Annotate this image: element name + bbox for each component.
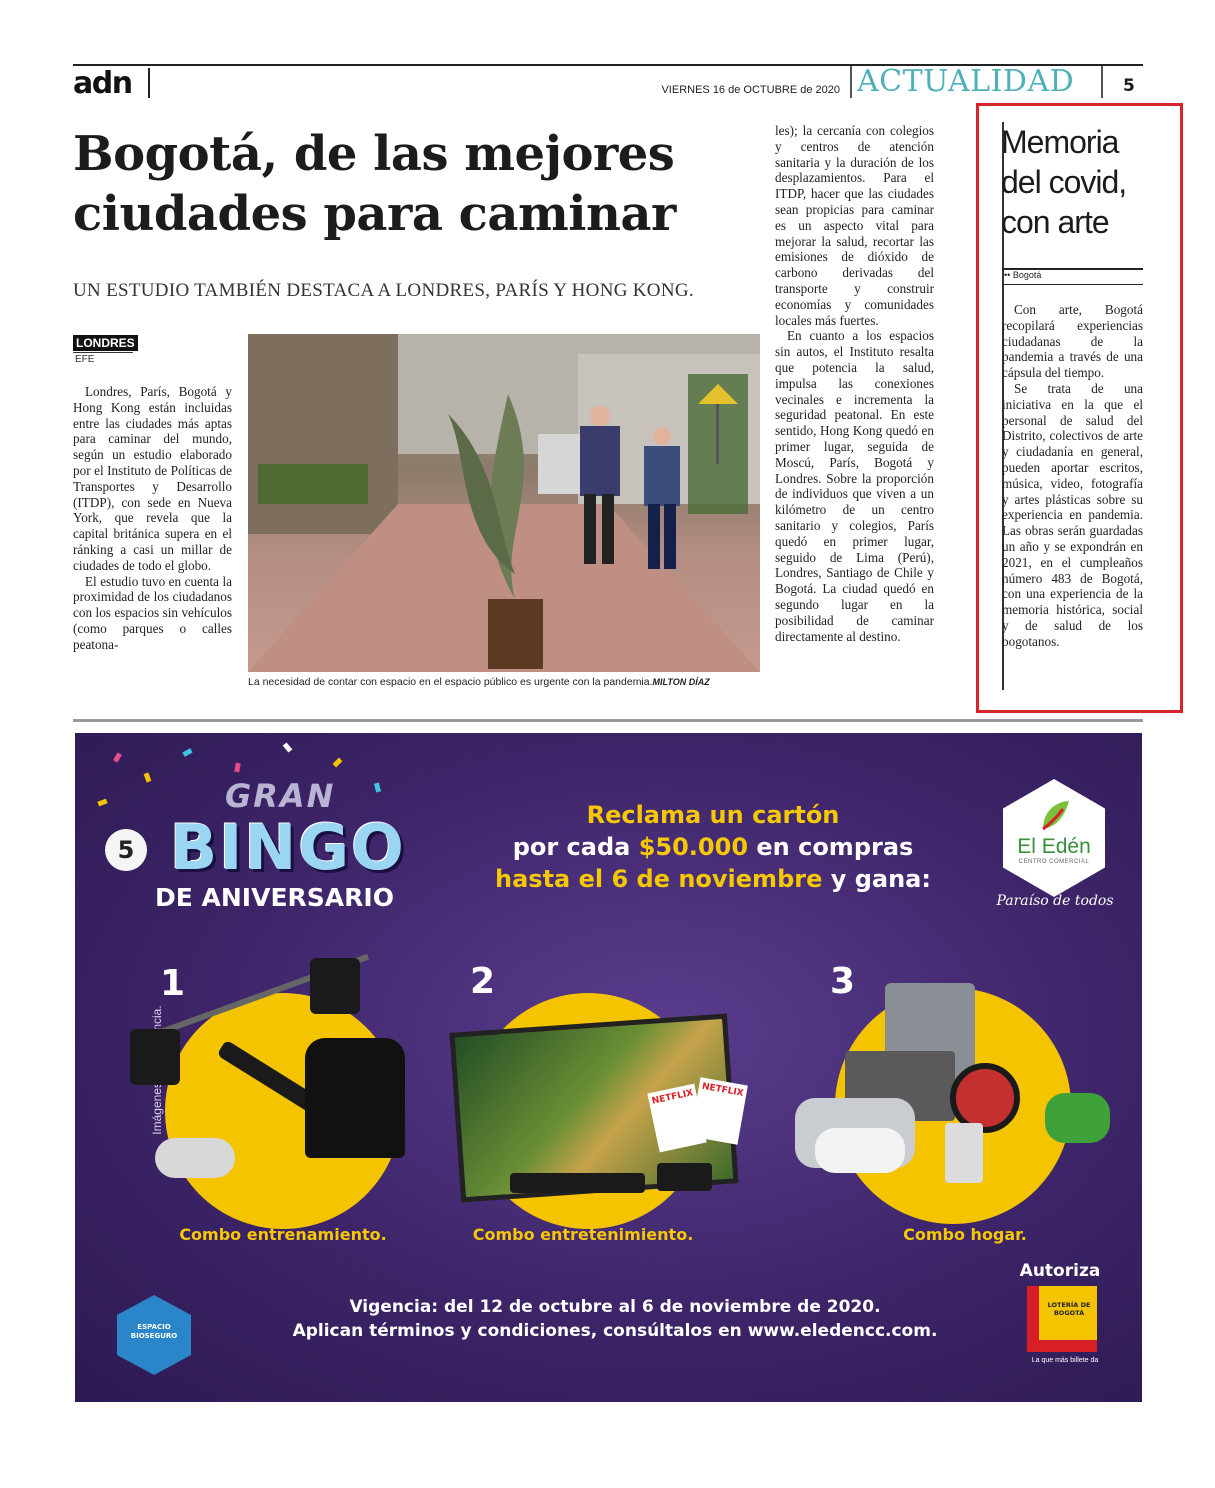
offer-line-1: Reclama un cartón: [586, 801, 840, 829]
blender-icon: [945, 1123, 983, 1183]
ad-gran: GRAN: [225, 777, 336, 815]
confetti: [182, 748, 192, 757]
issue-date: VIERNES 16 de OCTUBRE de 2020: [661, 84, 840, 96]
offer-text: por cada: [512, 833, 639, 861]
article-column-1: [73, 384, 232, 653]
sidebar-tag-label: Bogotá: [1012, 270, 1042, 280]
article-headline: Bogotá, de las mejores ciudades para caminar: [73, 126, 676, 242]
validity-line: Vigencia: del 12 de octubre al 6 de noviembre de 2020.: [349, 1297, 881, 1317]
prize-1-label: Combo entrenamiento.: [179, 1225, 387, 1244]
bingo-advertisement[interactable]: [75, 733, 1142, 1402]
sidebar-body: [1002, 302, 1143, 650]
loteria-logo: [1027, 1286, 1097, 1352]
photo-credit: MILTON DÍAZ: [652, 677, 710, 687]
paragraph: El estudio tuvo en cuenta la proximidad de los ciudadanos con los espacios sin vehículos (como parques o calles peatona-: [73, 573, 232, 652]
offer-text: y gana:: [822, 865, 931, 893]
authorizes-label: Autoriza: [1019, 1261, 1101, 1281]
ad-bingo-title: BINGO: [170, 811, 406, 884]
brand-name: El Edén: [1017, 835, 1091, 858]
loteria-name: LOTERÍA DE BOGOTÁ: [1047, 1301, 1091, 1317]
section-divider-left: [850, 66, 852, 98]
section-separator: [73, 719, 1143, 722]
paragraph: En cuanto a los espacios sin autos, el Instituto resalta que potencia la salud, impulsa las conexiones vecinales e incrementa la seguridad peatonal. En este sentido, Hong Kong quedó en primer lugar, seguida de Moscú, París, Bogotá y Londres. Sobre la proporción de individuos que viven a un kilómetro de un centro sanitario y colegios, París quedó en primer lugar, seguido de Lima (Perú), Londres, Santiago de Chile y Bogotá. La ciudad quedó en segundo lugar en la posibilidad de caminar directamente al destino.: [775, 328, 934, 644]
page-number: 5: [1123, 76, 1135, 96]
sidebar-title: Memoria del covid, con arte: [1001, 124, 1127, 240]
vacuum-icon: [1045, 1093, 1110, 1143]
prize-3-label: Combo hogar.: [903, 1225, 1027, 1244]
confetti: [234, 763, 240, 773]
paragraph: les); la cercanía con colegios y centros de atención sanitaria y la duración de los desplazamientos. Para el ITDP, hacer que las ciudades sean propicias para caminar es un aspecto vital para mejorar la salud, recortar las emisiones de dióxido de carbono derivadas del transporte y construir economías y comunidades locales más fuertes.: [775, 123, 934, 328]
bioseguro-label: ESPACIO BIOSEGURO: [130, 1323, 178, 1340]
netflix-card-icon: NETFLIX: [647, 1084, 706, 1153]
prize-3-number: 3: [830, 961, 856, 1002]
ad-aniversario: DE ANIVERSARIO: [155, 883, 394, 912]
terms-line[interactable]: Aplican términos y condiciones, consúltalos en www.eledencc.com.: [292, 1321, 938, 1341]
article-subhead: UN ESTUDIO TAMBIÉN DESTACA A LONDRES, PARÍS Y HONG KONG.: [73, 280, 694, 301]
street-scene-image: [248, 334, 760, 672]
offer-line-2: [453, 831, 973, 863]
byline-rule: [73, 352, 133, 353]
brand-subtitle: CENTRO COMERCIAL: [1018, 859, 1090, 865]
sidebar-tag-rule-bottom: [1002, 284, 1143, 285]
sidebar-tag: •• Bogotá: [1004, 270, 1042, 280]
offer-deadline: hasta el 6 de noviembre: [495, 865, 823, 893]
section-name: ACTUALIDAD: [857, 64, 1075, 99]
loteria-slogan: La que más billete da: [1031, 1357, 1099, 1364]
bingo-ball-icon: 5: [105, 829, 147, 871]
confetti: [283, 742, 293, 752]
prize-2-label: Combo entretenimiento.: [472, 1225, 694, 1244]
logo-divider: [148, 68, 150, 98]
caption-text: La necesidad de contar con espacio en el espacio público es urgente con la pandemia.: [248, 676, 653, 688]
weight-plate-icon: [130, 1029, 180, 1085]
confetti: [113, 752, 122, 762]
speaker-icon: [657, 1163, 712, 1191]
offer-line-3: [453, 863, 973, 895]
article-column-2: [775, 123, 934, 644]
paragraph: Con arte, Bogotá recopilará experiencias ciudadanas de la pandemia a través de una cápsula del tiempo.: [1002, 302, 1143, 381]
article-photo[interactable]: [248, 334, 760, 672]
ad-terms: [255, 1295, 975, 1343]
netflix-card-icon: NETFLIX: [690, 1077, 748, 1144]
paragraph: Se trata de una iniciativa en la que el personal de salud del Distrito, colectivos de arte y ciudadanía en general, pueden aportar escritos, música, video, fotografía y artes plásticas sobre su experiencia en pandemia. Las obras serán guardadas un año y se expondrán en 2021, en el cumpleaños número 483 de Bogotá, con una experiencia de la memoria histórica, social y de salud de los bogotanos.: [1002, 380, 1143, 649]
brand-slogan: Paraíso de todos: [996, 893, 1114, 909]
confetti: [97, 799, 107, 807]
prize-2-number: 2: [470, 961, 496, 1002]
neck-pillow-icon: [155, 1138, 235, 1178]
byline-location: LONDRES: [73, 335, 138, 351]
prize-1-number: 1: [160, 963, 186, 1004]
newspaper-logo[interactable]: adn: [73, 66, 132, 101]
photo-caption: [248, 676, 768, 688]
section-divider-right: [1101, 66, 1103, 98]
confetti: [374, 783, 381, 793]
confetti: [333, 758, 343, 768]
byline-agency: EFE: [75, 354, 95, 365]
leaf-icon: [1035, 795, 1075, 835]
ad-offer-text: [453, 799, 973, 895]
shirt-icon: [305, 1038, 405, 1158]
offer-amount: $50.000: [638, 833, 749, 861]
soundbar-icon: [510, 1173, 645, 1193]
confetti: [144, 772, 152, 782]
paragraph: Londres, París, Bogotá y Hong Kong están incluidas entre las ciudades más aptas para caminar del mundo, según un estudio elaborado por el Instituto de Políticas de Transportes y Desarrollo (ITDP), con sede en Nueva York, que revela que la capital británica supera en el ránking a casi un millar de ciudades de todo el globo.: [73, 384, 232, 573]
weight-plate-icon: [310, 958, 360, 1014]
offer-text: en compras: [748, 833, 914, 861]
dishes-icon: [815, 1128, 905, 1173]
